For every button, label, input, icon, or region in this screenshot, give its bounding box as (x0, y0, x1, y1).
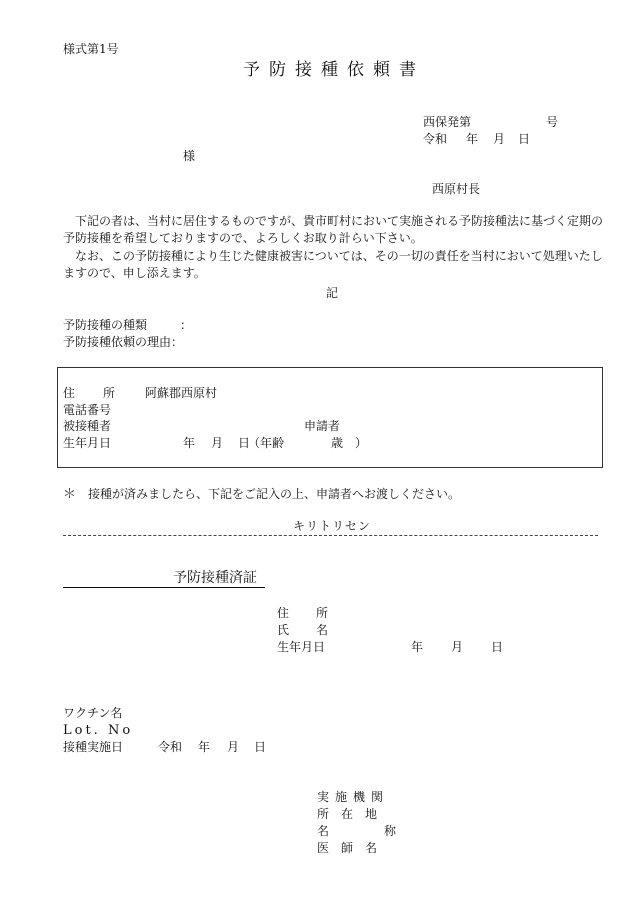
cert-name-label-1: 氏 (277, 623, 290, 637)
certificate-title: 予防接種済証 (173, 570, 257, 586)
page-title: 予防接種依頼書 (243, 60, 425, 80)
cut-line (63, 535, 598, 536)
vaccinee-label: 被接種者 (63, 419, 112, 433)
cert-address-label-1: 住 (277, 606, 290, 620)
location-label: 所在地 (317, 807, 390, 821)
issue-date-day: 日 (518, 132, 531, 146)
vaccination-date-label: 接種実施日 (63, 740, 124, 754)
age-open: （年齢 (248, 436, 285, 450)
birth-month: 月 (211, 436, 224, 450)
vaccine-name-label: ワクチン名 (63, 706, 123, 720)
vaccination-date-era: 令和 (158, 740, 183, 754)
note-mark: ＊ (63, 487, 77, 502)
doctor-name-label: 医師名 (317, 841, 390, 855)
applicant-info-box (57, 367, 603, 468)
cert-birth-month: 月 (451, 640, 464, 654)
body-paragraph-1: 下記の者は、当村に居住するものですが、貴市町村において実施される予防接種法に基づく定期の予防接種を希望しておりますので、よろしくお取り計らい下さい。 (63, 214, 604, 245)
doc-number-prefix: 西保発第 (423, 115, 472, 129)
birth-label: 生年月日 (63, 436, 112, 450)
address-value: 阿蘇郡西原村 (145, 386, 218, 400)
certificate-title-underline (63, 587, 265, 588)
age-close: 歳 ） (331, 436, 368, 450)
request-reason-label: 予防接種依頼の理由： (63, 335, 184, 349)
addressee-suffix: 様 (183, 149, 196, 163)
issue-date-month: 月 (493, 132, 506, 146)
phone-label: 電話番号 (63, 403, 112, 417)
birth-year: 年 (183, 436, 196, 450)
cut-line-label: キリトリセン (293, 519, 371, 533)
institution-name-label-2: 称 (384, 824, 397, 838)
form-number: 様式第1号 (63, 42, 119, 56)
sender: 西原村長 (432, 182, 481, 196)
lot-no-label: Lot. No (63, 723, 134, 738)
institution-label: 実施機関 (317, 790, 390, 804)
issue-date-era: 令和 (423, 132, 448, 146)
cert-name-label-2: 名 (316, 623, 329, 637)
vaccination-date-day: 日 (254, 740, 267, 754)
issue-date-year: 年 (466, 132, 479, 146)
vaccination-date-year: 年 (198, 740, 211, 754)
doc-number-suffix: 号 (546, 115, 559, 129)
birth-day: 日 (238, 436, 251, 450)
vaccine-type-label: 予防接種の種類 (63, 318, 148, 332)
address-label-2: 所 (103, 386, 116, 400)
applicant-label: 申請者 (304, 419, 341, 433)
body-paragraph-2: なお、この予防接種により生じた健康被害については、その一切の責任を当村において処理いたしますので、申し添えます。 (63, 249, 603, 280)
note-text: 接種が済みましたら、下記をご記入の上、申請者へお渡しください。 (88, 487, 461, 501)
vaccination-date-month: 月 (227, 740, 240, 754)
vaccine-type-colon: ： (180, 318, 193, 332)
cert-birth-year: 年 (411, 640, 424, 654)
cert-birth-label: 生年月日 (277, 640, 326, 654)
institution-name-label-1: 名 (317, 824, 330, 838)
address-label-1: 住 (63, 386, 76, 400)
ki-mark: 記 (326, 286, 339, 300)
cert-birth-day: 日 (491, 640, 504, 654)
cert-address-label-2: 所 (316, 606, 329, 620)
